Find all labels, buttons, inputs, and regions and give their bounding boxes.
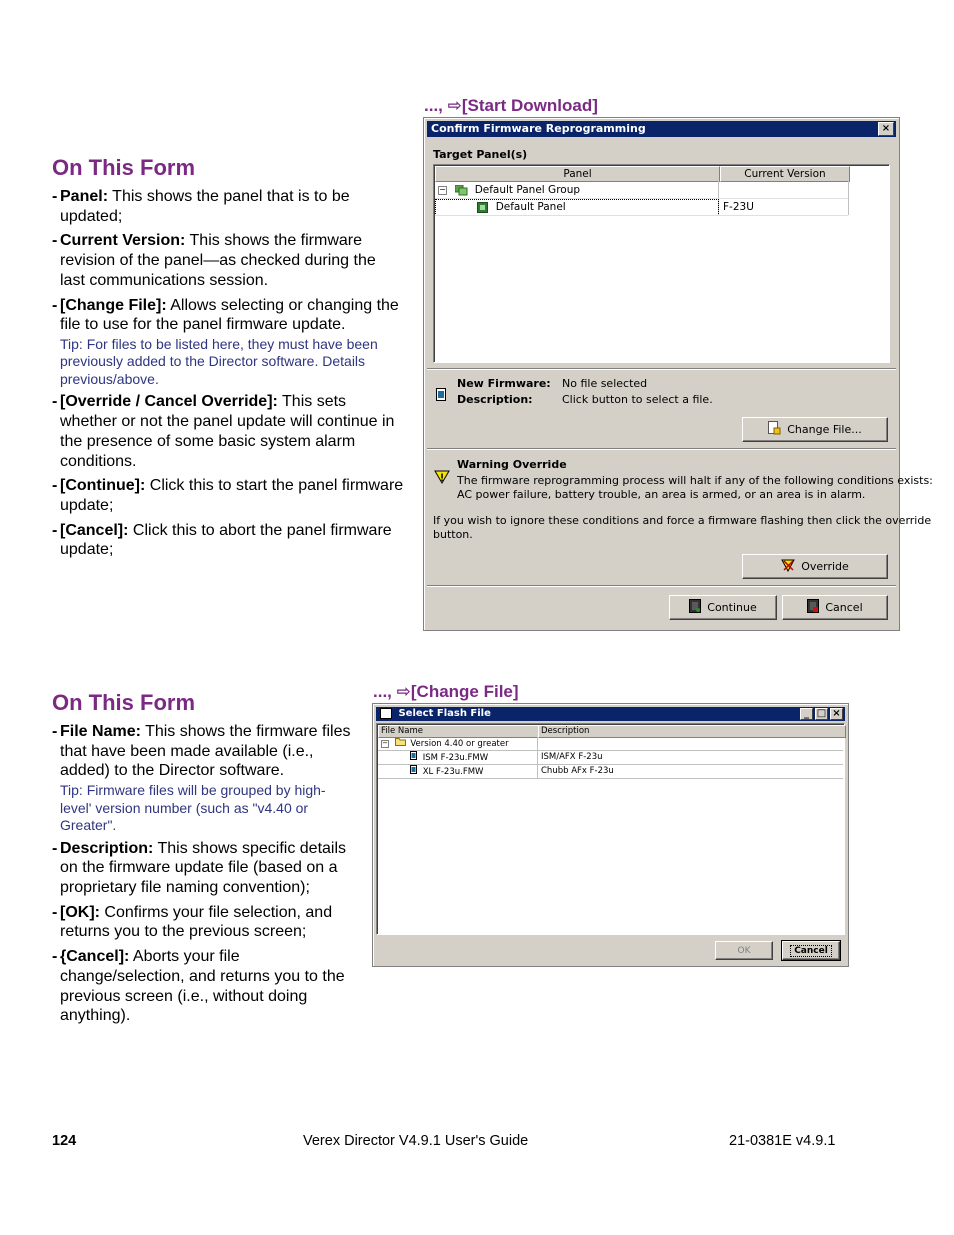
footer-title: Verex Director V4.9.1 User's Guide [303, 1133, 529, 1149]
list-item: - [Override / Cancel Override]: This sets whether or not the panel update will continue in the presence of some basic system alarm conditions. [52, 393, 395, 470]
warning-icon [434, 469, 450, 488]
select-flash-file-dialog [372, 703, 849, 967]
target-panels-label: Target Panel(s) [433, 148, 528, 161]
override-icon [781, 558, 795, 575]
list-item: - File Name: This shows the firmware files that have been made available (i.e., added) to the Director software. [52, 723, 351, 780]
minimize-button[interactable] [800, 708, 813, 720]
close-button[interactable] [878, 122, 894, 136]
file-icon [410, 765, 417, 778]
ignore-text-line-1: If you wish to ignore these conditions and force a firmware flashing then click the override [433, 514, 932, 527]
menu-path-start-download: ..., ⇨[Start Download] [424, 96, 598, 115]
warning-text-line-2: AC power failure, battery trouble, an area is armed, or an area is in alarm. [457, 488, 866, 501]
warning-override-title: Warning Override [457, 458, 567, 471]
maximize-icon: □ [816, 708, 827, 719]
list-item: - [Cancel]: Click this to abort the panel firmware update; [52, 521, 392, 559]
cancel-button[interactable]: Cancel [782, 595, 888, 620]
tree-row-panel[interactable] [435, 199, 719, 216]
file-description: Chubb AFx F-23u [541, 766, 614, 776]
change-file-icon [768, 421, 781, 438]
dialog-title: Select Flash File [398, 708, 491, 719]
list-item: - {Cancel]: Aborts your file change/selection, and returns you to the previous screen (i.e., without doing anything). [52, 948, 345, 1025]
list-item: - [OK]: Confirms your file selection, and returns you to the previous screen; [52, 903, 333, 941]
minimize-icon: _ [804, 708, 809, 719]
change-file-button[interactable]: Change File... [742, 417, 888, 442]
new-firmware-label: New Firmware: [457, 377, 551, 390]
file-icon [410, 751, 417, 764]
tip-note: Tip: For files to be listed here, they must have been previously added to the Director software. Details previous/above. [60, 335, 378, 387]
cancel-button[interactable]: Cancel [782, 941, 840, 960]
maximize-button[interactable] [815, 708, 828, 720]
new-firmware-value: No file selected [562, 377, 648, 390]
close-button[interactable] [830, 708, 843, 720]
section-heading: On This Form [52, 155, 195, 180]
arrow-right-icon: ⇨ [396, 682, 411, 701]
list-item: - Current Version: This shows the firmware revision of the panel—as checked during the last communications session. [52, 232, 376, 289]
ok-button[interactable]: OK [715, 941, 773, 960]
close-icon: × [832, 708, 841, 719]
continue-icon [689, 599, 701, 616]
field-description-list [52, 722, 356, 1031]
warning-text-line-1: The firmware reprogramming process will halt if any of the following conditions exists: [457, 474, 933, 487]
panel-group-name: Default Panel Group [474, 184, 581, 196]
collapse-icon[interactable]: − [439, 184, 446, 194]
file-row[interactable]: ISM F-23u.FMW [410, 751, 488, 764]
firmware-file-icon [436, 386, 446, 405]
menu-path-change-file: ..., ⇨[Change File] [373, 682, 519, 701]
window-icon [380, 708, 392, 719]
override-button[interactable]: Override [742, 554, 888, 579]
close-icon: × [881, 123, 891, 134]
list-item: - Panel: This shows the panel that is to be updated; [52, 188, 350, 225]
list-item: - Description: This shows specific details on the firmware update file (based on a proprietary file naming convention); [52, 839, 347, 897]
section-heading: On This Form [52, 690, 195, 715]
footer-doc-number: 21-0381E v4.9.1 [729, 1133, 836, 1149]
tip-note: Tip: Firmware files will be grouped by high-level' version number (such as "v4.40 or Greater". [60, 782, 326, 834]
dialog-titlebar [427, 121, 896, 137]
field-description-list [52, 187, 404, 565]
confirm-firmware-dialog [423, 117, 933, 631]
target-panels-tree[interactable] [433, 164, 890, 363]
panel-name: Default Panel [495, 201, 566, 213]
panel-current-version: F-23U [723, 201, 754, 213]
tree-row-version-group[interactable]: − Version 4.40 or greater [382, 738, 509, 749]
description-value: Click button to select a file. [562, 393, 713, 406]
panel-group-icon [455, 185, 468, 196]
dialog-titlebar [376, 707, 845, 721]
collapse-icon: − [382, 738, 388, 747]
arrow-right-icon: ⇨ [447, 96, 462, 115]
page-number: 124 [52, 1133, 77, 1149]
description-label: Description: [457, 393, 533, 406]
file-row[interactable]: XL F-23u.FMW [410, 765, 483, 778]
list-item: - [Change File]: Allows selecting or changing the file to use for the panel firmware update. [52, 296, 399, 334]
column-header-file-name[interactable]: File Name [378, 725, 539, 738]
column-header-description[interactable]: Description [538, 725, 846, 738]
continue-button[interactable]: Continue [669, 595, 777, 620]
panel-icon [477, 202, 488, 213]
cancel-icon [807, 599, 819, 616]
column-header-current-version[interactable]: Current Version [720, 166, 850, 182]
tree-row-group[interactable] [438, 182, 580, 198]
file-description: ISM/AFX F-23u [541, 752, 603, 762]
dialog-title: Confirm Firmware Reprogramming [431, 122, 646, 135]
list-item: - [Continue]: Click this to start the panel firmware update; [52, 477, 404, 514]
ignore-text-line-2: button. [433, 528, 473, 541]
column-header-panel[interactable]: Panel [435, 166, 720, 182]
folder-icon [395, 737, 406, 750]
flash-file-list[interactable] [376, 723, 845, 935]
